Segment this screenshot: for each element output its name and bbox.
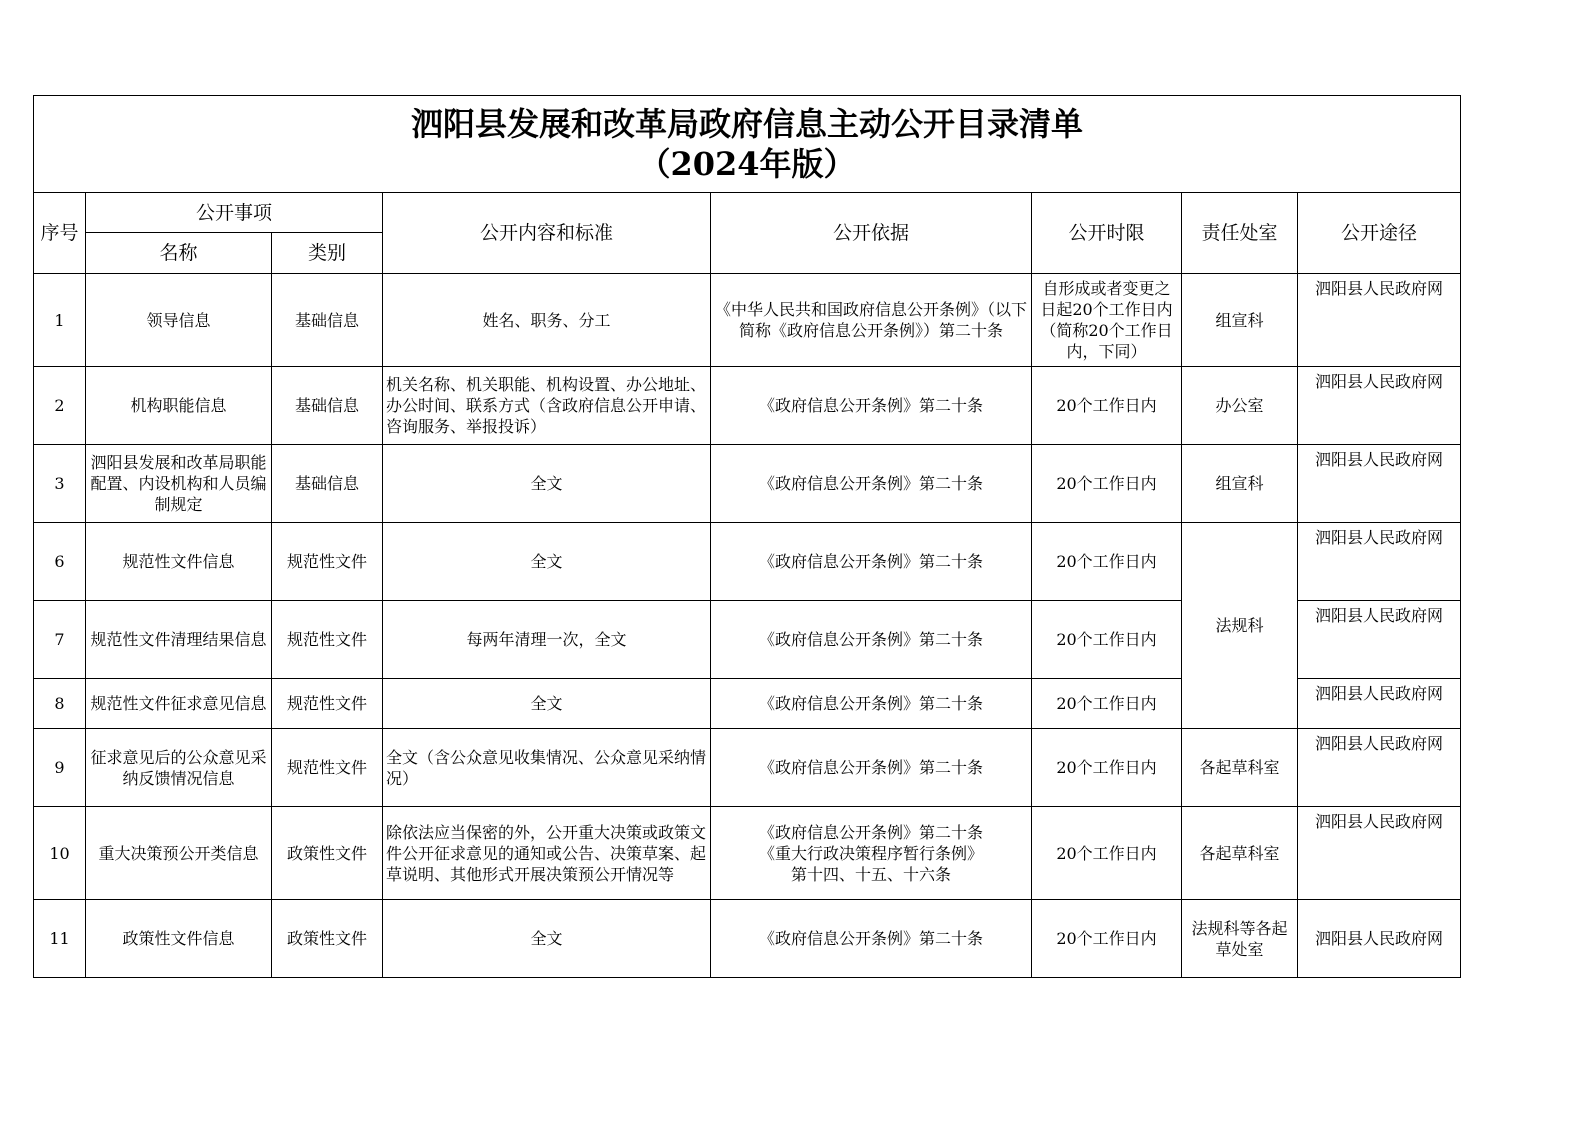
cell-no: 8 [34,679,86,729]
cell-content: 全文 [383,679,711,729]
cell-time-limit: 20个工作日内 [1032,445,1182,523]
header-name: 名称 [86,233,272,274]
cell-no: 6 [34,523,86,601]
cell-category: 基础信息 [272,367,383,445]
cell-name: 政策性文件信息 [86,900,272,978]
table-row [34,900,1461,978]
cell-channel: 泗阳县人民政府网 [1298,274,1461,367]
basis-line: 《重大行政决策程序暂行条例》 [758,843,983,863]
cell-name: 领导信息 [86,274,272,367]
table-row [34,807,1461,900]
cell-category: 基础信息 [272,445,383,523]
cell-time-limit: 20个工作日内 [1032,729,1182,807]
cell-basis [711,807,1032,900]
cell-category: 规范性文件 [272,601,383,679]
cell-content: 除依法应当保密的外，公开重大决策或政策文件公开征求意见的通知或公告、决策草案、起草说明、其他形式开展决策预公开情况等 [383,807,711,900]
cell-basis: 《中华人民共和国政府信息公开条例》（以下简称《政府信息公开条例》）第二十条 [711,274,1032,367]
cell-basis: 《政府信息公开条例》第二十条 [711,523,1032,601]
cell-basis: 《政府信息公开条例》第二十条 [711,679,1032,729]
cell-content: 机关名称、机关职能、机构设置、办公地址、办公时间、联系方式（含政府信息公开申请、咨询服务、举报投诉） [383,367,711,445]
cell-name: 规范性文件征求意见信息 [86,679,272,729]
cell-office: 各起草科室 [1182,807,1298,900]
cell-office-merged: 法规科 [1182,523,1298,729]
cell-no: 10 [34,807,86,900]
cell-channel: 泗阳县人民政府网 [1298,367,1461,445]
cell-basis: 《政府信息公开条例》第二十条 [711,445,1032,523]
cell-basis: 《政府信息公开条例》第二十条 [711,729,1032,807]
header-category: 类别 [272,233,383,274]
cell-time-limit: 20个工作日内 [1032,679,1182,729]
cell-no: 3 [34,445,86,523]
title-sub: （2024年版） [638,145,856,183]
cell-category: 政策性文件 [272,900,383,978]
cell-basis: 《政府信息公开条例》第二十条 [711,601,1032,679]
cell-channel: 泗阳县人民政府网 [1298,807,1461,900]
cell-content: 每两年清理一次，全文 [383,601,711,679]
cell-category: 政策性文件 [272,807,383,900]
cell-no: 9 [34,729,86,807]
cell-content: 全文（含公众意见收集情况、公众意见采纳情况） [383,729,711,807]
cell-content: 姓名、职务、分工 [383,274,711,367]
cell-office: 组宣科 [1182,445,1298,523]
cell-name: 机构职能信息 [86,367,272,445]
header-office: 责任处室 [1182,193,1298,274]
cell-name: 重大决策预公开类信息 [86,807,272,900]
header-item-group: 公开事项 [86,193,383,233]
cell-content: 全文 [383,523,711,601]
disclosure-catalog-table [33,95,1461,978]
cell-category: 规范性文件 [272,729,383,807]
cell-content: 全文 [383,445,711,523]
cell-channel: 泗阳县人民政府网 [1298,900,1461,978]
basis-line: 《政府信息公开条例》第二十条 [758,822,983,842]
title-row [34,96,1461,193]
cell-name: 泗阳县发展和改革局职能配置、内设机构和人员编制规定 [86,445,272,523]
cell-time-limit: 20个工作日内 [1032,601,1182,679]
cell-no: 1 [34,274,86,367]
table-row [34,729,1461,807]
cell-office: 法规科等各起草处室 [1182,900,1298,978]
cell-time-limit: 20个工作日内 [1032,523,1182,601]
cell-time-limit: 20个工作日内 [1032,900,1182,978]
cell-basis: 《政府信息公开条例》第二十条 [711,367,1032,445]
cell-channel: 泗阳县人民政府网 [1298,523,1461,601]
cell-channel: 泗阳县人民政府网 [1298,601,1461,679]
cell-category: 规范性文件 [272,679,383,729]
cell-channel: 泗阳县人民政府网 [1298,729,1461,807]
basis-line: 第十四、十五、十六条 [790,864,951,884]
title-main: 泗阳县发展和改革局政府信息主动公开目录清单 [411,105,1084,143]
cell-office: 办公室 [1182,367,1298,445]
header-channel: 公开途径 [1298,193,1461,274]
document-title [34,96,1461,193]
header-time-limit: 公开时限 [1032,193,1182,274]
cell-time-limit: 20个工作日内 [1032,807,1182,900]
cell-name: 规范性文件清理结果信息 [86,601,272,679]
header-no: 序号 [34,193,86,274]
table-row [34,367,1461,445]
cell-office: 组宣科 [1182,274,1298,367]
cell-basis: 《政府信息公开条例》第二十条 [711,900,1032,978]
cell-office: 各起草科室 [1182,729,1298,807]
header-basis: 公开依据 [711,193,1032,274]
table-row [34,523,1461,601]
cell-time-limit: 20个工作日内 [1032,367,1182,445]
cell-no: 7 [34,601,86,679]
cell-category: 基础信息 [272,274,383,367]
cell-name: 规范性文件信息 [86,523,272,601]
cell-channel: 泗阳县人民政府网 [1298,679,1461,729]
header-row-1 [34,193,1461,233]
cell-name: 征求意见后的公众意见采纳反馈情况信息 [86,729,272,807]
cell-content: 全文 [383,900,711,978]
cell-no: 11 [34,900,86,978]
cell-category: 规范性文件 [272,523,383,601]
header-content: 公开内容和标准 [383,193,711,274]
table-row [34,445,1461,523]
table-row [34,274,1461,367]
cell-channel: 泗阳县人民政府网 [1298,445,1461,523]
cell-time-limit: 自形成或者变更之日起20个工作日内（简称20个工作日内，下同） [1032,274,1182,367]
cell-no: 2 [34,367,86,445]
